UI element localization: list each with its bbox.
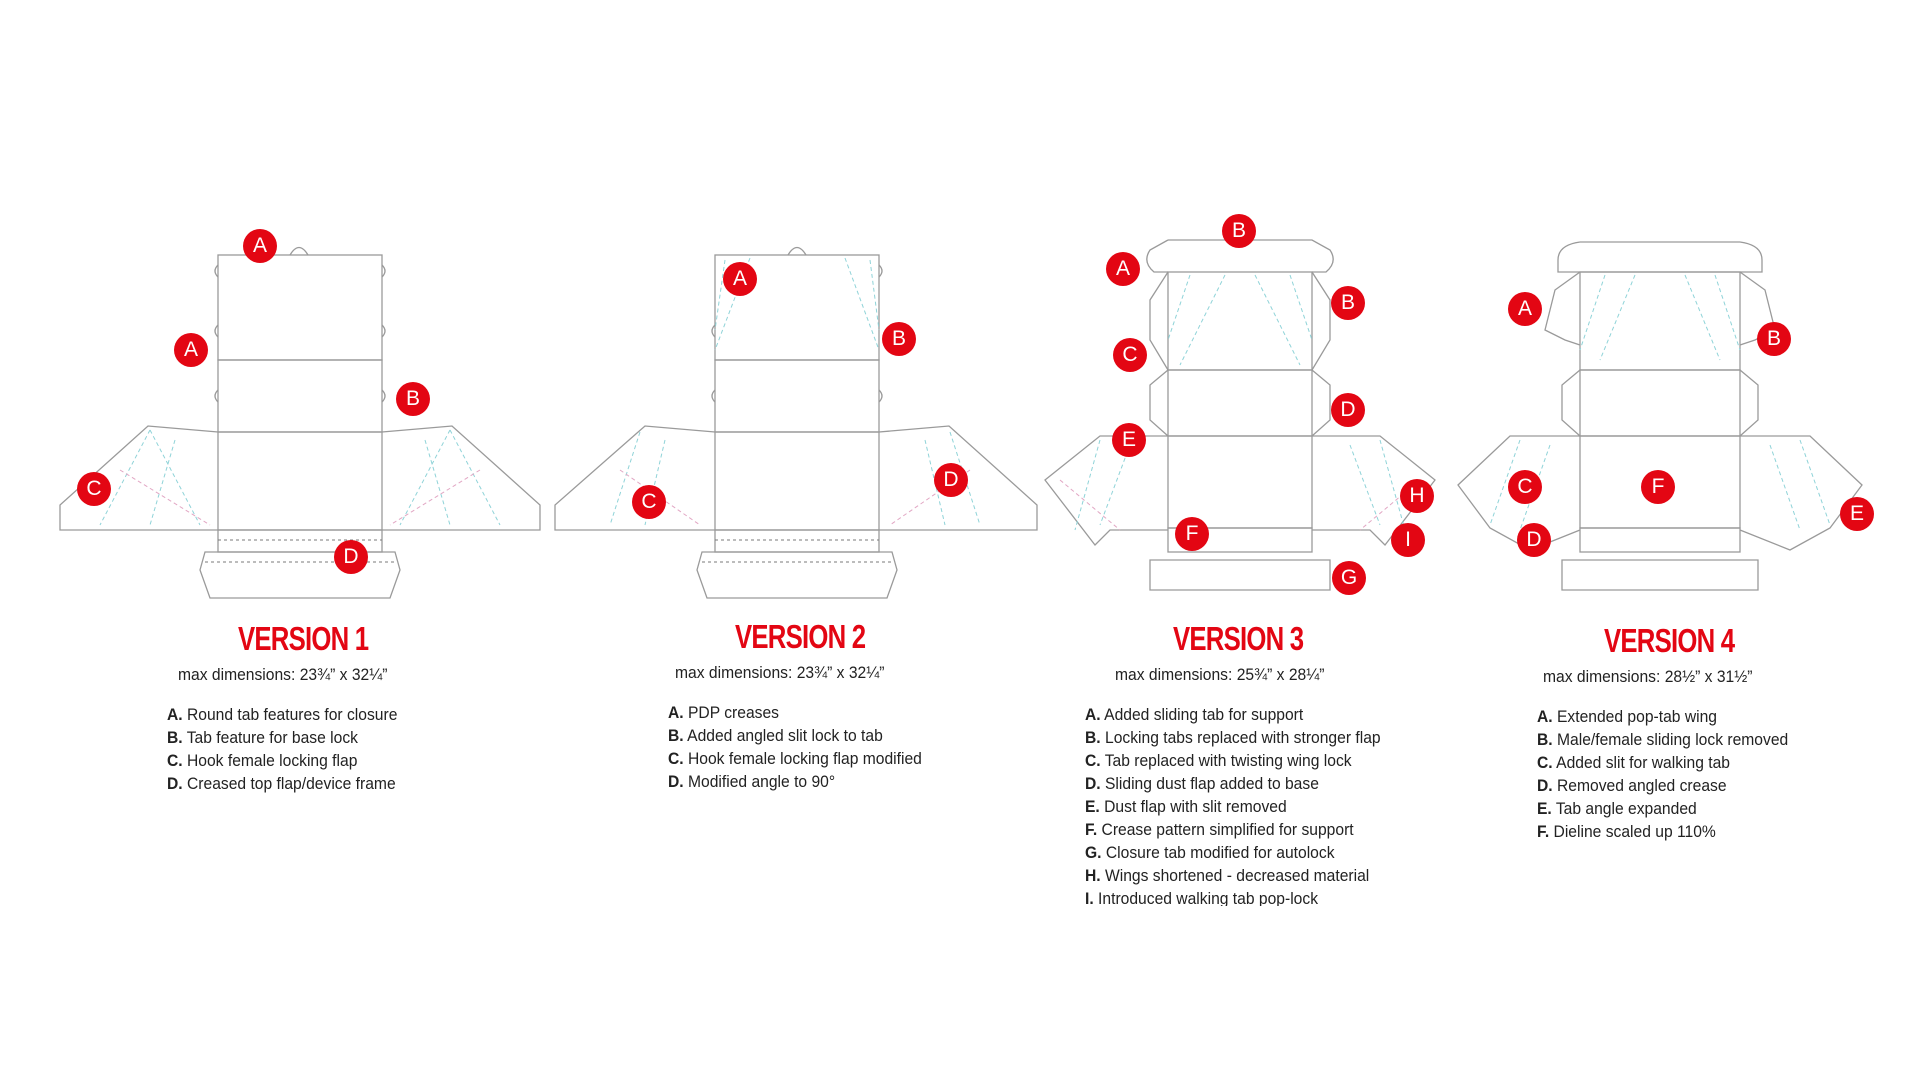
version-2-title: VERSION 2 (735, 618, 866, 655)
version-1-dimensions: max dimensions: 23¾” x 32¼” (178, 665, 388, 684)
version-4-marker-a: A (1508, 292, 1542, 326)
note-item: A. Round tab features for closure (167, 705, 398, 724)
version-3-notes-clip (1085, 703, 1485, 906)
version-2-dieline (500, 0, 1060, 620)
note-item: A. Added sliding tab for support (1085, 705, 1304, 724)
version-3-marker-a: A (1106, 252, 1140, 286)
version-3-marker-g: G (1332, 561, 1366, 595)
version-3-marker-b-side: B (1331, 286, 1365, 320)
version-4-marker-d: D (1517, 523, 1551, 557)
version-4-marker-b: B (1757, 322, 1791, 356)
version-4-dimensions: max dimensions: 28½” x 31½” (1543, 667, 1753, 686)
version-3-panel (1000, 0, 1500, 1080)
version-1-marker-a-side: A (174, 333, 208, 367)
version-3-dimensions: max dimensions: 25¾” x 28¼” (1115, 665, 1325, 684)
note-item: H. Wings shortened - decreased material (1085, 866, 1370, 885)
version-1-marker-a-top: A (243, 229, 277, 263)
version-3-marker-c: C (1113, 338, 1147, 372)
note-item: D. Modified angle to 90° (668, 772, 836, 791)
version-3-marker-d: D (1331, 393, 1365, 427)
version-2-marker-d: D (934, 463, 968, 497)
note-item: B. Male/female sliding lock removed (1537, 730, 1789, 749)
version-4-marker-e: E (1840, 497, 1874, 531)
version-2-notes (668, 701, 922, 793)
version-2-marker-b: B (882, 322, 916, 356)
version-3-dieline (1000, 0, 1500, 620)
version-2-marker-a: A (723, 262, 757, 296)
note-item: F. Dieline scaled up 110% (1537, 822, 1716, 841)
version-3-marker-h: H (1400, 479, 1434, 513)
note-item: C. Added slit for walking tab (1537, 753, 1731, 772)
version-1-marker-c: C (77, 472, 111, 506)
version-4-title: VERSION 4 (1604, 622, 1735, 659)
version-2-panel (500, 0, 1060, 1080)
note-item: A. Extended pop-tab wing (1537, 707, 1717, 726)
note-item: E. Dust flap with slit removed (1085, 797, 1287, 816)
note-item: B. Locking tabs replaced with stronger flap (1085, 728, 1381, 747)
note-item: I. Introduced walking tab pop-lock (1085, 889, 1319, 906)
version-2-dimensions: max dimensions: 23¾” x 32¼” (675, 663, 885, 682)
version-3-marker-i: I (1391, 523, 1425, 557)
version-3-marker-f: F (1175, 517, 1209, 551)
version-3-marker-b-top: B (1222, 214, 1256, 248)
version-1-notes (167, 703, 397, 795)
note-item: D. Creased top flap/device frame (167, 774, 396, 793)
version-4-notes (1537, 705, 1788, 843)
version-4-marker-c: C (1508, 470, 1542, 504)
version-4-marker-f: F (1641, 470, 1675, 504)
version-2-marker-c: C (632, 485, 666, 519)
note-item: E. Tab angle expanded (1537, 799, 1697, 818)
note-item: C. Hook female locking flap (167, 751, 358, 770)
version-3-marker-e: E (1112, 423, 1146, 457)
version-1-dieline (0, 0, 560, 620)
version-1-title: VERSION 1 (238, 620, 369, 657)
version-1-panel (0, 0, 560, 1080)
note-item: C. Hook female locking flap modified (668, 749, 922, 768)
version-1-marker-b: B (396, 382, 430, 416)
note-item: B. Tab feature for base lock (167, 728, 358, 747)
note-item: D. Removed angled crease (1537, 776, 1727, 795)
note-item: D. Sliding dust flap added to base (1085, 774, 1319, 793)
note-item: G. Closure tab modified for autolock (1085, 843, 1335, 862)
version-4-panel (1450, 0, 1920, 1080)
note-item: A. PDP creases (668, 703, 779, 722)
note-item: F. Crease pattern simplified for support (1085, 820, 1354, 839)
version-3-title: VERSION 3 (1173, 620, 1304, 657)
note-item: C. Tab replaced with twisting wing lock (1085, 751, 1352, 770)
version-1-marker-d: D (334, 540, 368, 574)
note-item: B. Added angled slit lock to tab (668, 726, 883, 745)
version-3-notes (1085, 703, 1381, 906)
